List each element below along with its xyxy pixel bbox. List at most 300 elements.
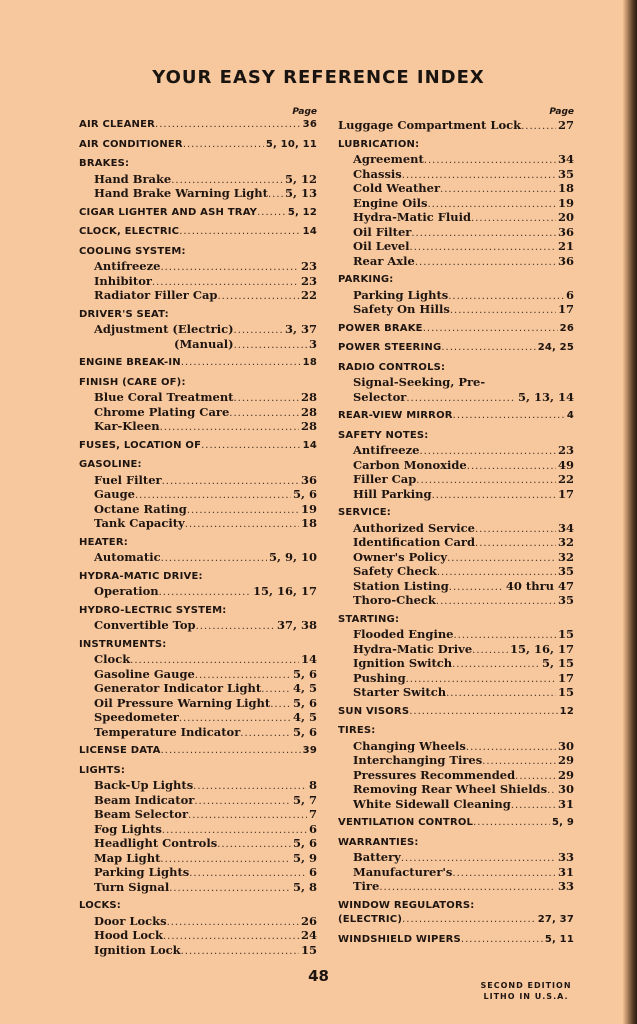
entry-label: STARTING: [338, 613, 400, 625]
index-entry [338, 550, 574, 565]
entry-label: Convertible Top [94, 618, 196, 632]
entry-page-ref: 23 [300, 273, 317, 288]
entry-label: Cold Weather [353, 181, 441, 195]
index-heading [338, 913, 574, 928]
page-number: 48 [308, 967, 329, 985]
entry-label: Agreement [353, 152, 424, 166]
entry-label: Parking Lights [94, 865, 190, 879]
entry-page-ref: 23 [300, 259, 317, 273]
edition-note [466, 980, 586, 1002]
entry-label: CLOCK, ELECTRIC [79, 226, 180, 237]
dot-leader [196, 620, 275, 633]
entry-label: LUBRICATION: [338, 138, 420, 150]
dot-leader [188, 809, 307, 822]
dot-leader [511, 799, 556, 812]
index-heading [338, 409, 574, 424]
dot-leader [193, 780, 307, 793]
dot-leader [473, 816, 550, 831]
entry-label: Door Locks [94, 913, 167, 928]
index-heading [338, 429, 574, 444]
dot-leader [240, 727, 291, 740]
entry-label: Chassis [353, 166, 402, 181]
entry-label: BRAKES: [79, 158, 130, 169]
index-entry [79, 778, 317, 793]
index-entry [79, 186, 317, 201]
index-entry [338, 656, 574, 671]
entry-page-ref: 30 [557, 738, 574, 753]
dot-leader [454, 629, 556, 642]
entry-label: Gasoline Gauge [94, 666, 195, 681]
dot-leader [217, 290, 299, 303]
dot-leader [183, 138, 264, 153]
entry-page-ref: 5, 12 [287, 206, 317, 218]
index-column-left [79, 106, 317, 957]
index-entry [338, 443, 574, 458]
index-heading [338, 899, 574, 914]
entry-page-ref: 28 [300, 419, 317, 433]
entry-label: POWER BRAKE [338, 322, 423, 334]
entry-label: AIR CLEANER [79, 119, 156, 130]
index-entry [338, 627, 574, 642]
index-entry [79, 172, 317, 187]
entry-page-ref: 31 [557, 796, 574, 811]
entry-label: Back-Up Lights [94, 778, 194, 792]
dot-leader [441, 341, 535, 356]
dot-leader [448, 290, 564, 303]
index-entry [338, 302, 574, 317]
page-edge-shadow [623, 0, 637, 1024]
index-entry [338, 458, 574, 473]
index-entry [79, 652, 317, 667]
entry-label: LIGHTS: [79, 764, 126, 776]
index-entry [338, 472, 574, 487]
entry-label: Inhibitor [94, 273, 152, 288]
dot-leader [436, 595, 556, 608]
index-entry [338, 254, 574, 269]
index-entry [79, 550, 317, 565]
entry-label: AIR CONDITIONER [79, 138, 183, 150]
index-entry [79, 943, 317, 958]
entry-page-ref: 23 [557, 443, 574, 457]
entry-page-ref: 29 [557, 753, 574, 767]
index-heading [338, 361, 574, 376]
entry-page-ref: 17 [557, 486, 574, 501]
dot-leader [379, 881, 556, 894]
index-entry [79, 259, 317, 274]
index-entry [338, 239, 574, 254]
dot-leader [415, 256, 556, 269]
dot-leader [446, 687, 556, 700]
dot-leader [185, 518, 299, 531]
dot-leader [467, 460, 556, 473]
dot-leader [450, 304, 556, 317]
entry-label: Thoro-Check [353, 593, 436, 607]
entry-page-ref: 5, 6 [292, 836, 317, 850]
dot-leader [437, 566, 556, 579]
dot-leader [234, 392, 299, 405]
index-heading [79, 536, 317, 551]
index-entry [79, 807, 317, 822]
entry-page-ref: 24, 25 [537, 342, 574, 353]
dot-leader [195, 669, 291, 682]
entry-page-ref: 39 [302, 745, 317, 756]
entry-label: Octane Rating [94, 501, 187, 516]
dot-leader [402, 913, 536, 928]
entry-label: WINDOW REGULATORS: [338, 899, 475, 911]
entry-page-ref: 35 [557, 593, 574, 607]
index-heading [338, 506, 574, 521]
dot-leader [257, 206, 286, 221]
entry-label: POWER STEERING [338, 342, 442, 353]
entry-label: Hydra-Matic Fluid [353, 210, 472, 224]
dot-leader [152, 276, 299, 289]
entry-label: HYDRA-MATIC DRIVE: [79, 570, 203, 582]
entry-page-ref: 21 [557, 239, 574, 253]
entry-label: HEATER: [79, 536, 128, 548]
dot-leader [452, 867, 556, 880]
entry-page-ref: 5, 11 [544, 933, 574, 945]
entry-page-ref: 5, 9 [292, 850, 317, 865]
entry-label: Fuel Filter [94, 472, 162, 487]
dot-leader [471, 212, 556, 225]
entry-label: Owner's Policy [353, 549, 448, 564]
entry-label: Antifreeze [94, 259, 161, 273]
entry-label: Luggage Compartment Lock [338, 118, 522, 132]
entry-page-ref: 36 [557, 253, 574, 268]
entry-label: LOCKS: [79, 900, 122, 911]
dot-leader [449, 581, 504, 594]
entry-label: Hand Brake Warning Light [94, 186, 268, 200]
entry-label: Removing Rear Wheel Shields [353, 782, 548, 796]
entry-page-ref: 5, 6 [292, 666, 317, 681]
entry-label: Blue Coral Treatment [94, 390, 234, 404]
entry-page-ref: 31 [557, 864, 574, 879]
entry-page-ref: 37, 38 [276, 618, 317, 632]
entry-label: Selector [353, 389, 407, 404]
index-entry [338, 152, 574, 167]
entry-page-ref: 29 [557, 767, 574, 782]
entry-page-ref: 14 [300, 652, 317, 666]
index-entry [79, 419, 317, 434]
entry-label: Starter Switch [353, 685, 447, 699]
index-entry [79, 851, 317, 866]
index-heading [338, 322, 574, 337]
index-heading [79, 118, 317, 133]
entry-label: WARRANTIES: [338, 836, 419, 848]
entry-page-ref: 3 [308, 336, 317, 351]
dot-leader [181, 945, 299, 958]
entry-page-ref: 19 [557, 195, 574, 210]
index-entry [79, 928, 317, 943]
entry-page-ref: 7 [308, 807, 317, 821]
index-heading [79, 157, 317, 172]
entry-page-ref: 33 [557, 879, 574, 893]
dot-leader [201, 439, 301, 454]
index-entry [79, 322, 317, 337]
entry-page-ref: 27 [557, 118, 574, 132]
entry-label: Pressures Recommended [353, 767, 516, 782]
entry-label: Rear Axle [353, 253, 415, 268]
page-title: YOUR EASY REFERENCE INDEX [152, 67, 485, 88]
index-heading [79, 604, 317, 619]
entry-label: REAR-VIEW MIRROR [338, 410, 453, 421]
index-entry [79, 793, 317, 808]
page-column-label: Page [292, 107, 317, 117]
entry-label: Beam Selector [94, 807, 189, 821]
entry-label: PARKING: [338, 274, 394, 285]
entry-page-ref: 36 [302, 119, 317, 130]
entry-page-ref: 20 [557, 210, 574, 224]
index-entry [338, 535, 574, 550]
entry-page-ref: 6 [565, 287, 574, 302]
entry-page-ref: 35 [557, 564, 574, 578]
entry-label: Oil Pressure Warning Light [94, 695, 271, 710]
index-entry [79, 710, 317, 725]
entry-label: Station Listing [353, 578, 449, 593]
entry-page-ref: 26 [300, 913, 317, 928]
entry-label: Hand Brake [94, 171, 172, 186]
entry-page-ref: 5, 12 [284, 171, 317, 186]
index-entry [338, 118, 574, 133]
dot-leader [194, 795, 291, 808]
dot-leader [163, 930, 299, 943]
index-entry [338, 390, 574, 405]
index-entry [338, 375, 574, 390]
dot-leader [475, 537, 556, 550]
entry-page-ref: 18 [302, 357, 317, 368]
entry-label: RADIO CONTROLS: [338, 361, 446, 373]
edition-line: SECOND EDITION [480, 981, 572, 990]
index-heading [79, 764, 317, 779]
entry-page-ref: 5, 15 [541, 656, 574, 670]
entry-page-ref: 5, 13, 14 [517, 389, 574, 404]
entry-page-ref: 15 [300, 942, 317, 957]
dot-leader [409, 705, 557, 720]
entry-label: Speedometer [94, 710, 179, 724]
entry-page-ref: 5, 10, 11 [265, 138, 317, 150]
entry-label: Ignition Switch [353, 656, 453, 670]
entry-label: Map Light [94, 850, 161, 865]
index-entry [338, 210, 574, 225]
index-entry [338, 521, 574, 536]
dot-leader [424, 154, 556, 167]
index-entry [338, 225, 574, 240]
entry-label: Kar-Kleen [94, 419, 160, 433]
entry-label: Fog Lights [94, 821, 162, 836]
index-entry [79, 288, 317, 303]
index-heading [79, 899, 317, 914]
entry-label: Hydra-Matic Drive [353, 641, 473, 656]
entry-label: Gauge [94, 487, 135, 501]
index-entry [338, 879, 574, 894]
entry-label: Hill Parking [353, 486, 432, 501]
index-heading [79, 308, 317, 323]
entry-page-ref: 12 [559, 705, 574, 717]
index-column-right [338, 106, 574, 947]
entry-label: Beam Indicator [94, 792, 195, 807]
entry-label: Engine Oils [353, 195, 428, 210]
index-entry [79, 487, 317, 502]
entry-page-ref: 17 [557, 302, 574, 316]
entry-label: Carbon Monoxide [353, 457, 467, 472]
entry-page-ref: 5, 9, 10 [268, 550, 317, 564]
index-entry [338, 865, 574, 880]
index-entry [79, 725, 317, 740]
entry-label: FINISH (CARE OF): [79, 376, 186, 388]
entry-label: Manufacturer's [353, 864, 453, 879]
dot-leader [160, 261, 299, 274]
index-entry [79, 865, 317, 880]
index-heading [79, 206, 317, 221]
index-entry [338, 671, 574, 686]
index-heading [338, 273, 574, 288]
index-entry [338, 753, 574, 768]
index-heading [79, 138, 317, 153]
entry-page-ref: 15 [557, 685, 574, 699]
entry-page-ref: 6 [308, 821, 317, 836]
dot-leader [135, 489, 291, 502]
entry-page-ref: 40 thru 47 [505, 578, 574, 593]
entry-label: FUSES, LOCATION OF [79, 439, 202, 451]
dot-leader [167, 916, 299, 929]
index-entry [338, 196, 574, 211]
index-entry [338, 797, 574, 812]
entry-page-ref: 36 [557, 224, 574, 239]
entry-label: SERVICE: [338, 507, 391, 518]
entry-label: Flooded Engine [353, 627, 454, 641]
dot-leader [402, 169, 556, 182]
entry-page-ref: 15, 16, 17 [509, 641, 574, 656]
dot-leader [466, 741, 556, 754]
entry-page-ref: 5, 6 [292, 695, 317, 710]
dot-leader [234, 339, 307, 352]
entry-page-ref: 3, 37 [284, 322, 317, 336]
index-entry [338, 685, 574, 700]
entry-page-ref: 6 [308, 865, 317, 879]
index-entry [338, 564, 574, 579]
entry-label: Operation [94, 584, 159, 598]
index-heading [79, 744, 317, 759]
entry-page-ref: 22 [300, 288, 317, 302]
dot-leader [447, 552, 556, 565]
entry-page-ref: 5, 6 [292, 724, 317, 739]
entry-page-ref: 14 [302, 226, 317, 237]
dot-leader [229, 407, 299, 420]
dot-leader [423, 322, 558, 337]
entry-label: Pushing [353, 670, 406, 685]
dot-leader [521, 120, 556, 133]
entry-label: Headlight Controls [94, 836, 218, 850]
dot-leader [130, 654, 299, 667]
entry-label: WINDSHIELD WIPERS [338, 933, 461, 945]
dot-leader [261, 683, 291, 696]
entry-page-ref: 4, 5 [292, 681, 317, 695]
entry-label: Antifreeze [353, 443, 420, 457]
entry-page-ref: 32 [557, 549, 574, 564]
entry-label: Authorized Service [353, 520, 475, 535]
index-heading [79, 638, 317, 653]
entry-label: CIGAR LIGHTER AND ASH TRAY [79, 206, 258, 218]
entry-label: Oil Level [353, 239, 410, 253]
entry-label: SAFETY NOTES: [338, 429, 429, 441]
index-entry [79, 880, 317, 895]
entry-page-ref: 33 [557, 850, 574, 864]
entry-label: Radiator Filler Cap [94, 288, 218, 302]
dot-leader [406, 673, 556, 686]
index-entry [338, 768, 574, 783]
index-entry [338, 642, 574, 657]
dot-leader [461, 933, 543, 948]
index-entry [338, 181, 574, 196]
dot-leader [427, 198, 556, 211]
dot-leader [171, 174, 283, 187]
entry-label: INSTRUMENTS: [79, 638, 167, 650]
index-entry [338, 487, 574, 502]
entry-label: Automatic [94, 550, 161, 564]
entry-label: Adjustment (Electric) [94, 322, 234, 336]
index-heading [79, 245, 317, 260]
dot-leader [162, 475, 299, 488]
index-heading [338, 816, 574, 831]
index-entry [79, 681, 317, 696]
entry-page-ref: 24 [300, 928, 317, 942]
entry-page-ref: 28 [300, 404, 317, 419]
entry-label: Changing Wheels [353, 738, 466, 753]
entry-page-ref: 5, 13 [284, 186, 317, 200]
entry-page-ref: 5, 8 [292, 879, 317, 894]
entry-label: Oil Filter [353, 224, 412, 239]
dot-leader [419, 445, 556, 458]
entry-page-ref: 34 [557, 152, 574, 166]
dot-leader [160, 421, 299, 434]
entry-label: Generator Indicator Light [94, 681, 262, 695]
entry-page-ref: 35 [557, 166, 574, 181]
index-entry [338, 288, 574, 303]
index-entry [79, 405, 317, 420]
entry-page-ref: 5, 7 [292, 792, 317, 807]
entry-page-ref: 5, 6 [292, 487, 317, 501]
entry-label: (ELECTRIC) [338, 914, 403, 925]
index-entry [338, 593, 574, 608]
entry-label: Temperature Indicator [94, 724, 241, 739]
entry-label: LICENSE DATA [79, 745, 161, 756]
index-entry [79, 274, 317, 289]
dot-leader [270, 698, 291, 711]
entry-page-ref: 27, 37 [537, 914, 574, 925]
entry-page-ref: 32 [557, 535, 574, 549]
entry-label: Chrome Plating Care [94, 404, 230, 419]
index-heading [338, 705, 574, 720]
dot-leader [440, 183, 556, 196]
entry-page-ref: 18 [557, 181, 574, 195]
dot-leader [159, 586, 251, 599]
entry-page-ref: 4 [566, 410, 574, 421]
entry-label: Filler Cap [353, 472, 417, 486]
index-entry [79, 836, 317, 851]
dot-leader [189, 867, 307, 880]
index-heading [338, 613, 574, 628]
index-heading [79, 439, 317, 454]
index-entry [79, 516, 317, 531]
entry-label: Parking Lights [353, 287, 449, 302]
entry-label: Tank Capacity [94, 516, 185, 530]
entry-label: Safety Check [353, 564, 437, 578]
entry-label: (Manual) [174, 336, 234, 351]
entry-label: Safety On Hills [353, 302, 450, 316]
dot-leader [515, 770, 556, 783]
entry-label: Hood Lock [94, 928, 163, 942]
entry-label: ENGINE BREAK-IN [79, 357, 181, 368]
